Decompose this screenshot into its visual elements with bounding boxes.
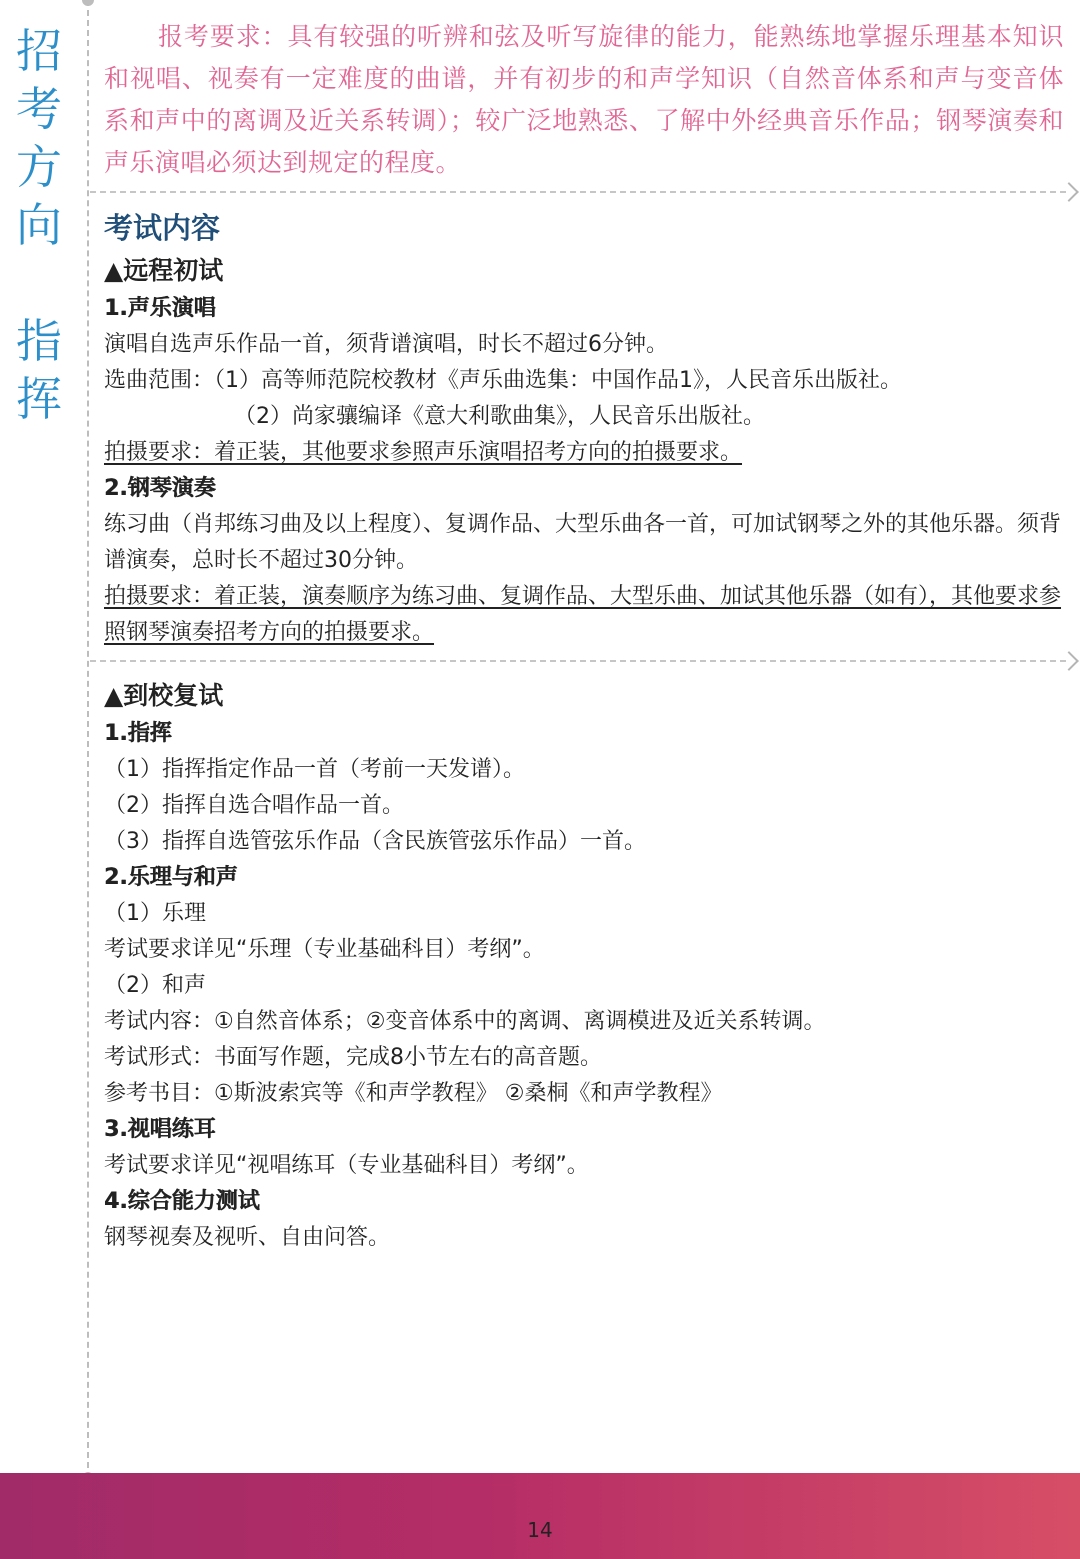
theory-title: 2.乐理与和声 [104,865,238,890]
section-divider [90,660,1066,662]
side-title-char: 向 [16,198,62,252]
conduct-title: 1.指挥 [104,721,172,746]
theory-line: 考试形式：书面写作题，完成8小节左右的高音题。 [104,1045,602,1070]
sight-title: 3.视唱练耳 [104,1117,216,1142]
onsite-heading: ▲到校复试 [104,681,224,710]
vocal-filming-requirement: 拍摄要求：着正装，其他要求参照声乐演唱招考方向的拍摄要求。 [104,440,743,465]
requirements-block [104,16,1064,184]
section-divider [90,191,1066,193]
divider-arrow-icon [1059,651,1079,671]
sight-line: 考试要求详见“视唱练耳（专业基础科目）考纲”。 [104,1153,589,1178]
general-title: 4.综合能力测试 [104,1189,260,1214]
conduct-item: （1）指挥指定作品一首（考前一天发谱）。 [104,757,525,782]
conduct-item: （2）指挥自选合唱作品一首。 [104,793,404,818]
side-title-char: 考 [16,82,62,136]
side-title-char: 挥 [16,372,62,426]
vocal-line: 演唱自选声乐作品一首，须背谱演唱，时长不超过6分钟。 [104,332,668,357]
remote-heading: ▲远程初试 [104,256,224,285]
piano-title: 2.钢琴演奏 [104,476,216,501]
vocal-line: 选曲范围：（1）高等师范院校教材《声乐曲选集：中国作品1》，人民音乐出版社。 [104,368,902,393]
divider-dot-top [82,0,94,6]
side-title-char: 招 [16,24,62,78]
piano-line: 练习曲（肖邦练习曲及以上程度）、复调作品、大型乐曲各一首，可加试钢琴之外的其他乐器。须背谱演奏，总时长不超过30分钟。 [104,512,1062,573]
theory-item: （2）和声 [104,973,206,998]
section-title: 考试内容 [104,211,221,245]
side-title-char: 指 [16,314,62,368]
requirements-text: 报考要求：具有较强的听辨和弦及听写旋律的能力，能熟练地掌握乐理基本知识和视唱、视奏有一定难度的曲谱，并有初步的和声学知识（自然音体系和声与变音体系和声中的离调及近关系转调）；较广泛地熟悉、了解中外经典音乐作品；钢琴演奏和声乐演唱必须达到规定的程度。 [104,22,1064,177]
piano-filming-requirement: 拍摄要求：着正装，演奏顺序为练习曲、复调作品、大型乐曲、加试其他乐器（如有），其他要求参照钢琴演奏招考方向的拍摄要求。 [104,584,1062,645]
side-title-gap [12,254,66,312]
side-title-char: 方 [16,140,62,194]
theory-item: （1）乐理 [104,901,206,926]
vocal-title: 1.声乐演唱 [104,296,216,321]
theory-line: 考试内容：①自然音体系；②变音体系中的离调、离调模进及近关系转调。 [104,1009,826,1034]
conduct-item: （3）指挥自选管弦乐作品（含民族管弦乐作品）一首。 [104,829,646,854]
theory-line: 参考书目：①斯波索宾等《和声学教程》 ②桑桐《和声学教程》 [104,1081,723,1106]
footer-band [0,1473,1080,1559]
side-title [12,22,66,428]
divider-arrow-icon [1059,182,1079,202]
theory-line: 考试要求详见“乐理（专业基础科目）考纲”。 [104,937,545,962]
onsite-exam-block [104,676,1064,1256]
vocal-line: （2）尚家骧编译《意大利歌曲集》，人民音乐出版社。 [234,404,765,429]
vertical-divider [87,0,89,1478]
page-number: 14 [527,1518,553,1542]
general-line: 钢琴视奏及视听、自由问答。 [104,1225,391,1250]
remote-exam-block [104,251,1064,651]
